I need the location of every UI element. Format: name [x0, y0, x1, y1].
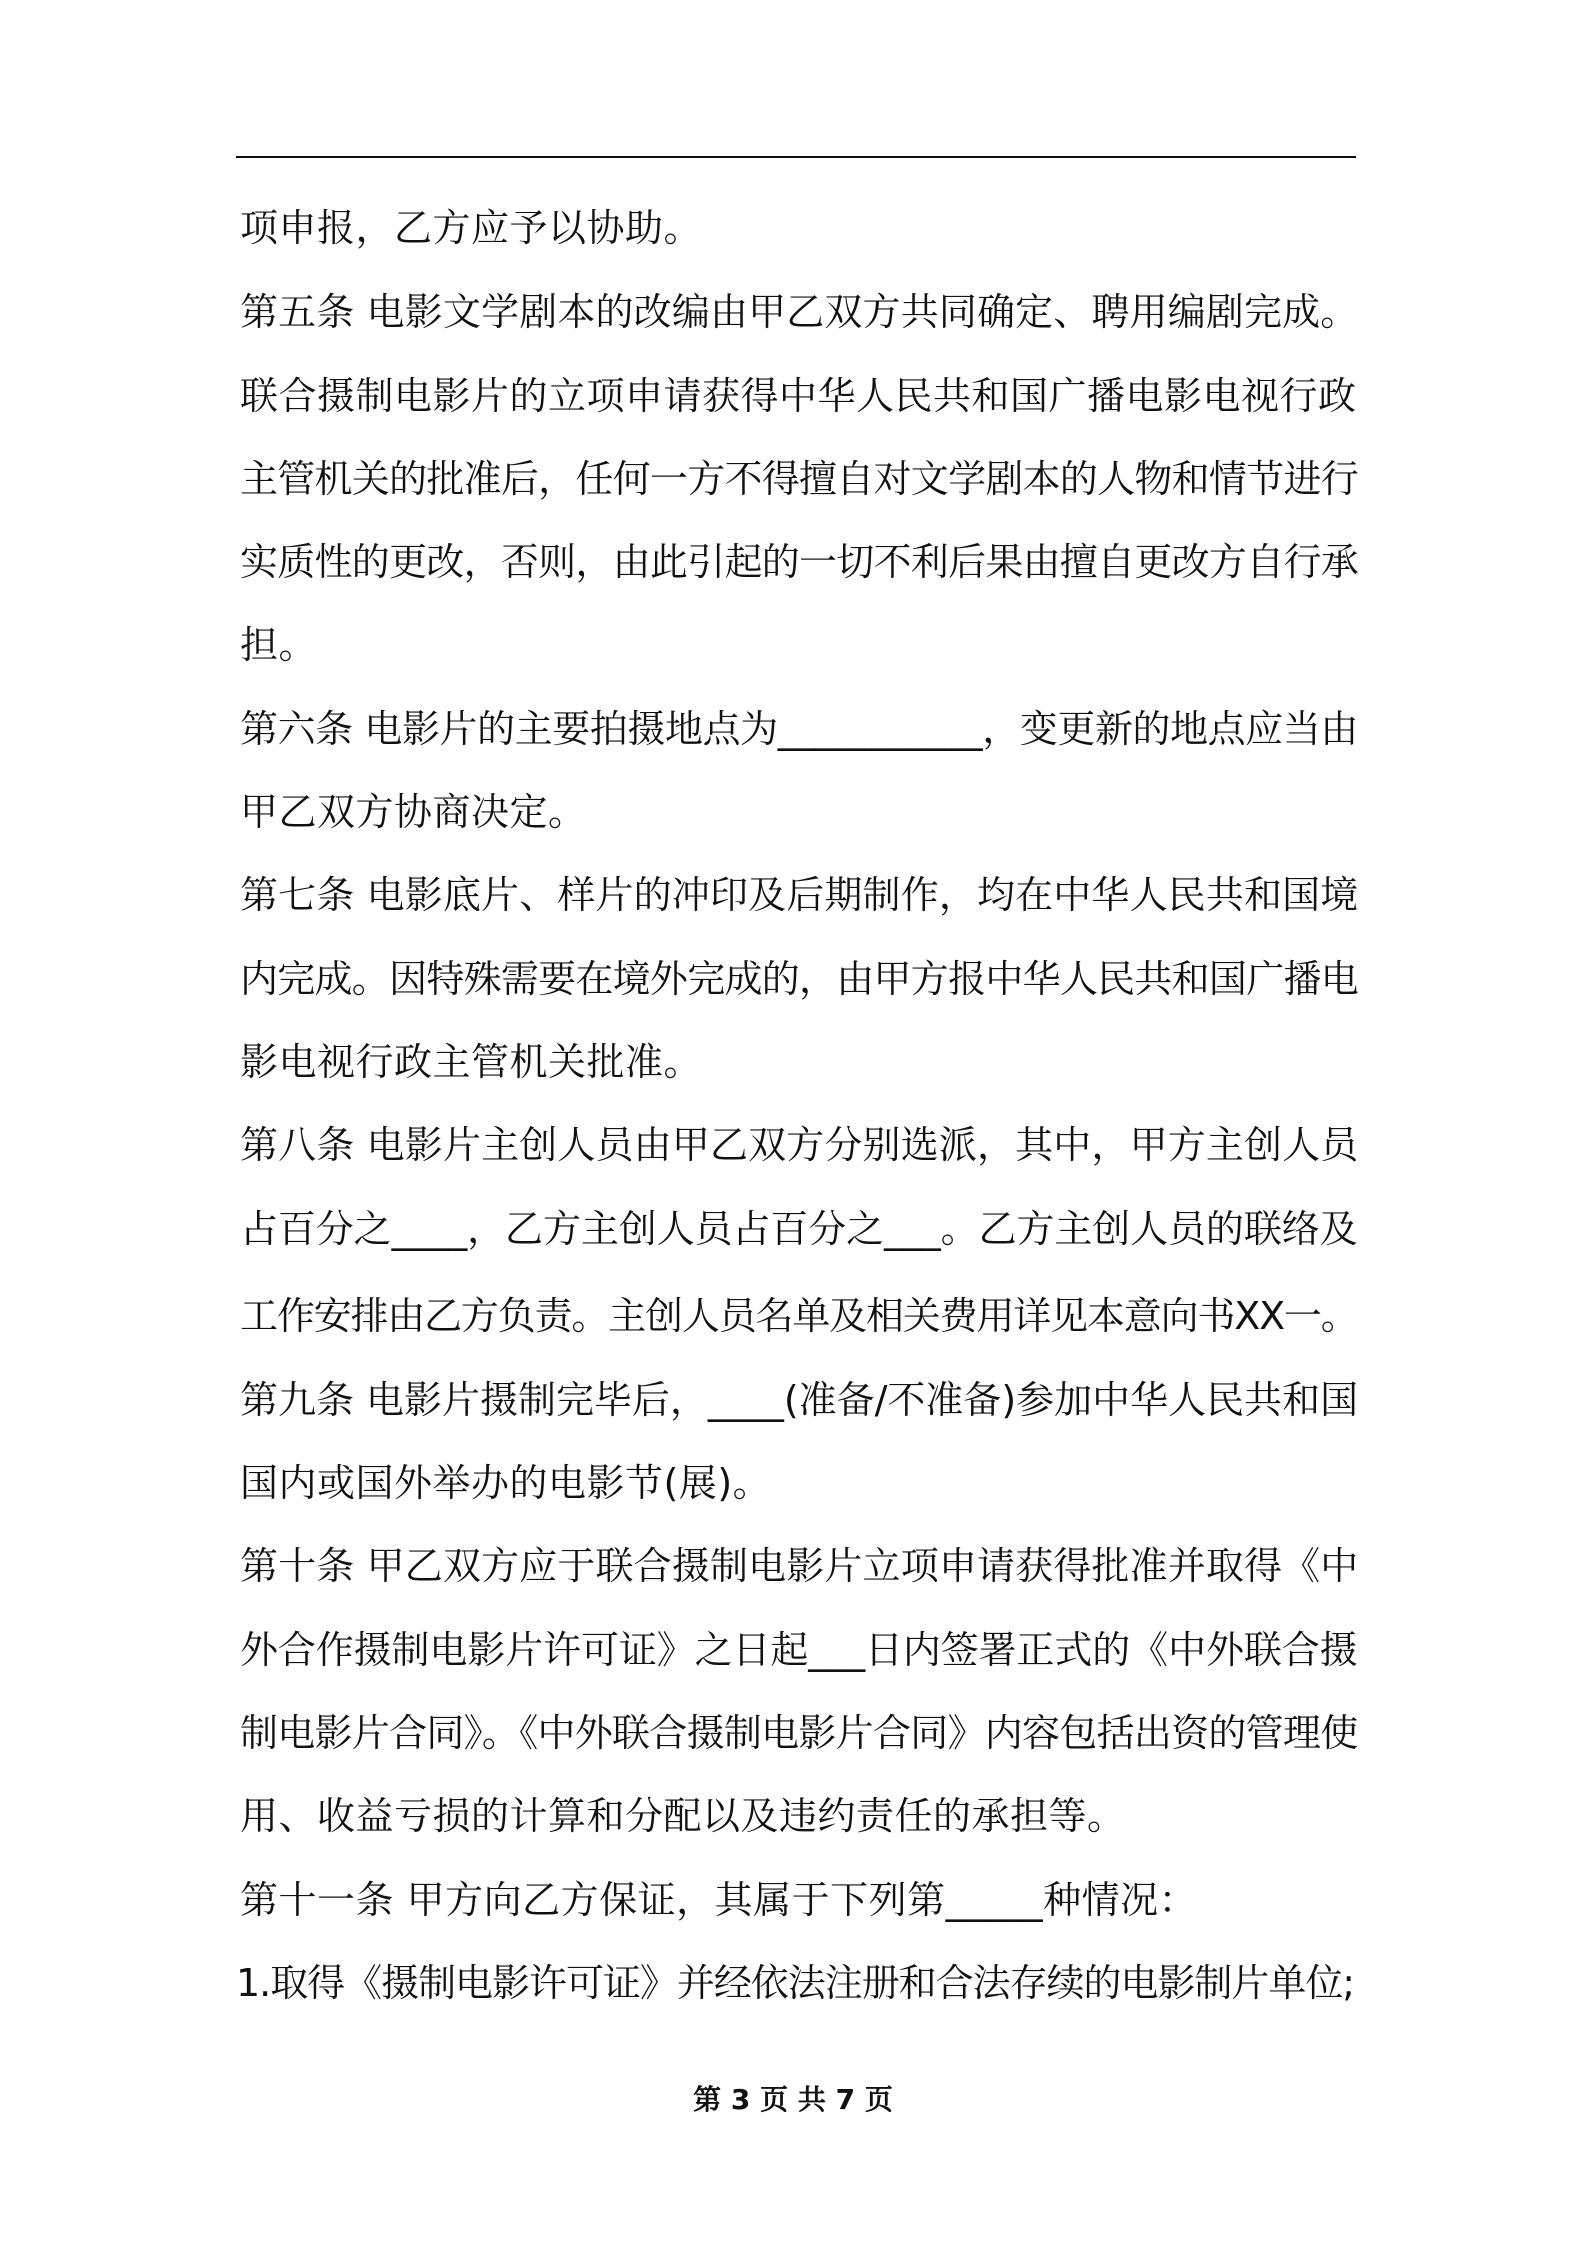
text-line: 外合作摄制电影片许可证》之日起___日内签署正式的《中外联合摄 — [240, 1628, 1358, 1672]
text-line: 工作安排由乙方负责。主创人员名单及相关费用详见本意向书XX一。 — [240, 1294, 1358, 1338]
text-line: 实质性的更改，否则，由此引起的一切不利后果由擅自更改方自行承 — [240, 540, 1359, 584]
text-line: 影电视行政主管机关批准。 — [240, 1040, 703, 1084]
text-line: 担。 — [240, 623, 318, 667]
text-line: 内完成。因特殊需要在境外完成的，由甲方报中华人民共和国广播电 — [240, 957, 1359, 1001]
text-line: 占百分之____，乙方主创人员占百分之___。乙方主创人员的联络及 — [240, 1207, 1358, 1251]
text-line: 第十条 甲乙双方应于联合摄制电影片立项申请获得批准并取得《中 — [240, 1544, 1359, 1588]
text-line: 第十一条 甲方向乙方保证，其属于下列第_____种情况： — [240, 1878, 1198, 1922]
text-line: 主管机关的批准后，任何一方不得擅自对文学剧本的人物和情节进行 — [240, 457, 1359, 501]
text-line: 第七条 电影底片、样片的冲印及后期制作，均在中华人民共和国境 — [240, 873, 1359, 917]
text-line: 国内或国外举办的电影节(展)。 — [240, 1461, 772, 1505]
text-line: 1.取得《摄制电影许可证》并经依法注册和合法存续的电影制片单位; — [236, 1961, 1355, 2005]
text-line: 项申报，乙方应予以协助。 — [240, 206, 703, 250]
text-line: 第九条 电影片摄制完毕后，____(准备/不准备)参加中华人民共和国 — [240, 1378, 1359, 1422]
text-line: 制电影片合同》。《中外联合摄制电影片合同》内容包括出资的管理使 — [240, 1711, 1358, 1755]
header-rule — [236, 156, 1356, 158]
text-line: 用、收益亏损的计算和分配以及违约责任的承担等。 — [240, 1794, 1126, 1838]
page-number-footer: 第 3 页 共 7 页 — [693, 2083, 893, 2116]
text-line: 第六条 电影片的主要拍摄地点为___________，变更新的地点应当由 — [240, 707, 1358, 751]
text-line: 甲乙双方协商决定。 — [240, 790, 587, 834]
text-line: 第五条 电影文学剧本的改编由甲乙双方共同确定、聘用编剧完成。 — [240, 290, 1359, 334]
text-line: 联合摄制电影片的立项申请获得中华人民共和国广播电影电视行政 — [240, 374, 1357, 418]
text-line: 第八条 电影片主创人员由甲乙双方分别选派，其中，甲方主创人员 — [240, 1123, 1359, 1167]
